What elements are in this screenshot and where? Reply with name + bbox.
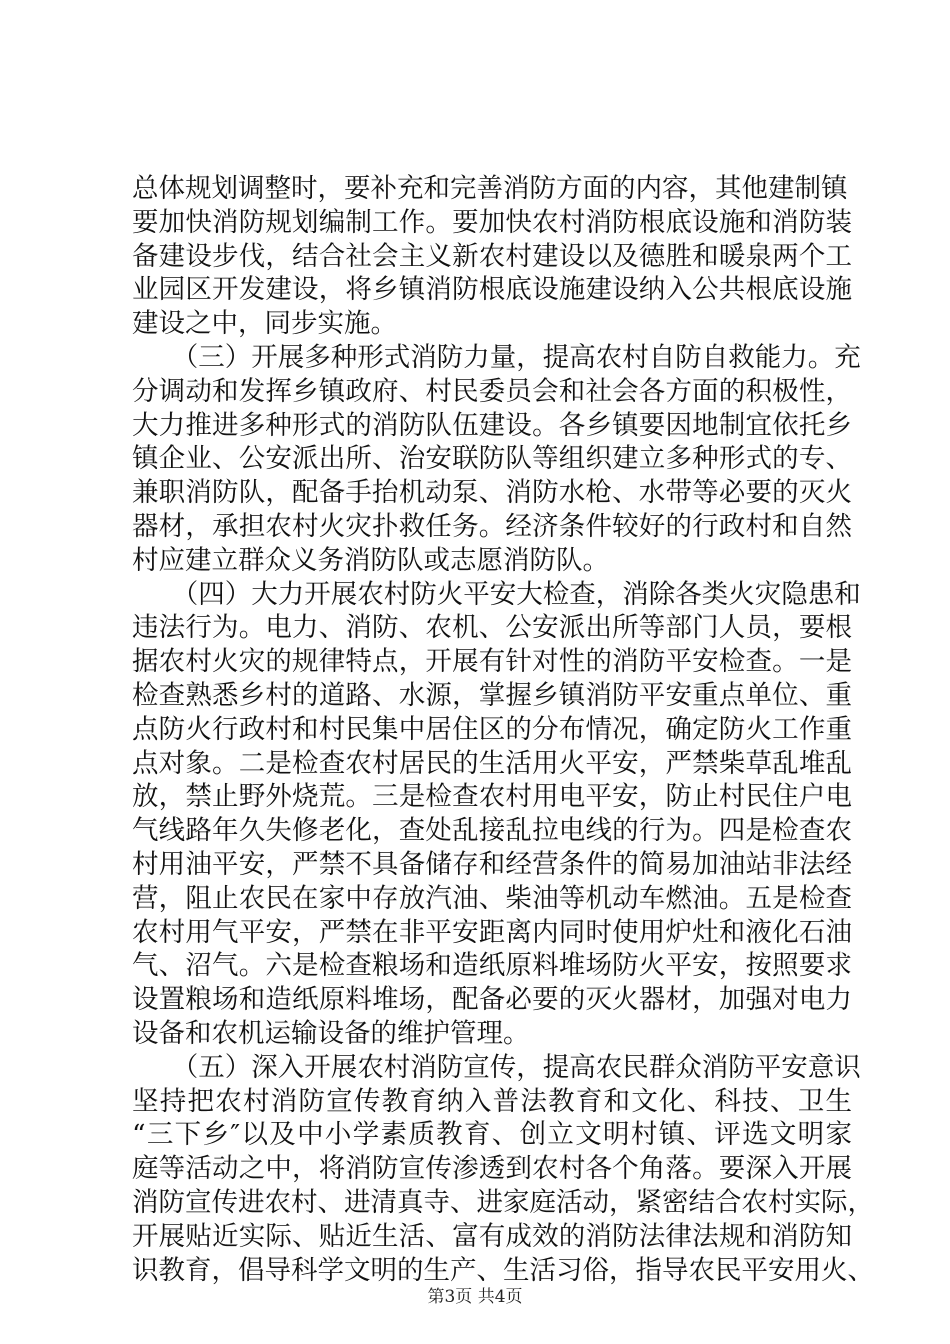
text-line: 检查熟悉乡村的道路、水源，掌握乡镇消防平安重点单位、重: [132, 679, 852, 711]
body-text: [132, 172, 874, 1287]
text-line: 识教育，倡导科学文明的生产、生活习俗，指导农民平安用火、: [132, 1254, 874, 1286]
text-line: 要加快消防规划编制工作。要加快农村消防根底设施和消防装: [132, 206, 852, 238]
text-line: 点对象。二是检查农村居民的生活用火平安，严禁柴草乱堆乱: [132, 747, 852, 779]
text-line: 器材，承担农村火灾扑救任务。经济条件较好的行政村和自然: [132, 510, 852, 542]
text-line: 违法行为。电力、消防、农机、公安派出所等部门人员，要根: [132, 612, 852, 644]
text-line: （五）深入开展农村消防宣传，提高农民群众消防平安意识: [132, 1051, 861, 1083]
text-line: （三）开展多种形式消防力量，提高农村自防自救能力。充: [132, 341, 861, 373]
text-line: 设备和农机运输设备的维护管理。: [132, 1017, 530, 1049]
text-line: 气、沼气。六是检查粮场和造纸原料堆场防火平安，按照要求: [132, 950, 852, 982]
text-line: 庭等活动之中，将消防宣传渗透到农村各个角落。要深入开展: [132, 1153, 852, 1185]
text-line: 气线路年久失修老化，查处乱接乱拉电线的行为。四是检查农: [132, 815, 852, 847]
text-line: 设置粮场和造纸原料堆场，配备必要的灭火器材，加强对电力: [132, 984, 852, 1016]
page-footer: [0, 1282, 950, 1307]
text-line: 点防火行政村和村民集中居住区的分布情况，确定防火工作重: [132, 713, 852, 745]
text-line: 营，阻止农民在家中存放汽油、柴油等机动车燃油。五是检查: [132, 882, 852, 914]
text-line: 放，禁止野外烧荒。三是检查农村用电平安，防止村民住户电: [132, 781, 852, 813]
text-line: 镇企业、公安派出所、治安联防队等组织建立多种形式的专、: [132, 443, 852, 475]
text-line: 村应建立群众义务消防队或志愿消防队。: [132, 544, 609, 576]
page-number: 第3页 共4页: [427, 1287, 523, 1307]
text-line: 坚持把农村消防宣传教育纳入普法教育和文化、科技、卫生: [132, 1085, 852, 1117]
text-line: 大力推进多种形式的消防队伍建设。各乡镇要因地制宜依托乡: [132, 409, 852, 441]
text-line: 备建设步伐，结合社会主义新农村建设以及德胜和暖泉两个工: [132, 240, 852, 272]
text-line: 消防宣传进农村、进清真寺、进家庭活动，紧密结合农村实际，: [132, 1186, 874, 1218]
text-line: 据农村火灾的规律特点，开展有针对性的消防平安检查。一是: [132, 646, 852, 678]
text-line: 业园区开发建设，将乡镇消防根底设施建设纳入公共根底设施: [132, 274, 852, 306]
text-line: （四）大力开展农村防火平安大检查，消除各类火灾隐患和: [132, 578, 861, 610]
text-line: 分调动和发挥乡镇政府、村民委员会和社会各方面的积极性，: [132, 375, 852, 407]
text-line: 农村用气平安，严禁在非平安距离内同时使用炉灶和液化石油: [132, 916, 852, 948]
text-line: 建设之中，同步实施。: [132, 308, 397, 340]
text-line: 兼职消防队，配备手抬机动泵、消防水枪、水带等必要的灭火: [132, 477, 852, 509]
text-line: 总体规划调整时，要补充和完善消防方面的内容，其他建制镇: [132, 173, 848, 204]
text-line: 开展贴近实际、贴近生活、富有成效的消防法律法规和消防知: [132, 1220, 852, 1252]
text-line: 村用油平安，严禁不具备储存和经营条件的简易加油站非法经: [132, 848, 852, 880]
text-line: “三下乡″以及中小学素质教育、创立文明村镇、评选文明家: [132, 1119, 852, 1151]
